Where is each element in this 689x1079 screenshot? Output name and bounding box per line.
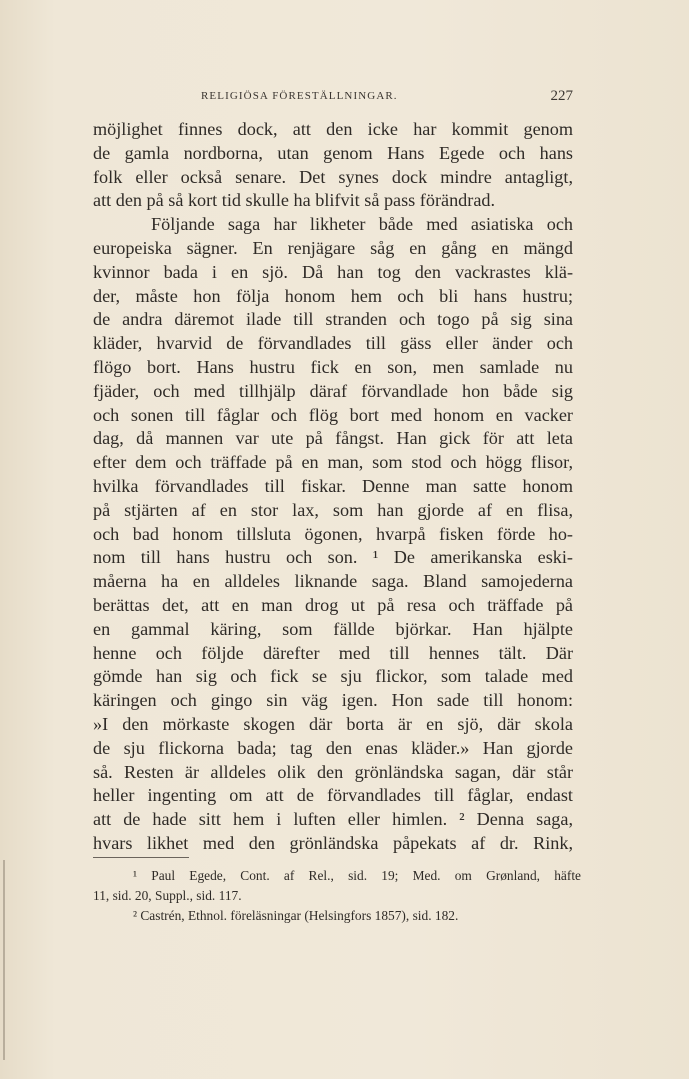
text-line: de gamla nordborna, utan genom Hans Egede och hans [93,142,573,163]
text-line: nom till hans hustru och son. ¹ De amerikanska eski- [93,547,573,568]
text-line: folk eller också senare. Det synes dock mindre antagligt, [93,166,573,187]
text-line: måerna ha en alldeles liknande saga. Bland samojederna [93,571,573,592]
text-line: europeiska sägner. En renjägare såg en gång en mängd [93,237,573,258]
text-line: efter dem och träffade på en man, som stod och högg flisor, [93,452,573,473]
text-line: att den på så kort tid skulle ha blifvit så pass förändrad. [93,190,496,211]
text-line: hvars likhet med den grönländska påpekats af dr. Rink, [93,832,573,853]
footnotes [93,866,581,926]
text-line: de andra däremot ilade till stranden och togo på sig sina [93,309,573,330]
page-number: 227 [550,88,573,104]
text-line: der, måste hon följa honom hem och bli hans hustru; [93,285,573,306]
paragraph-start-line: Följande saga har likheter både med asiatiska och [151,214,573,235]
footnote-1: ¹ Paul Egede, Cont. af Rel., sid. 19; Med. om Grønland, häfte [133,868,581,883]
text-line: en gammal käring, som fällde björkar. Han hjälpte [93,618,573,639]
running-head: RELIGIÖSA FÖRESTÄLLNINGAR. [201,90,398,102]
text-line: kläder, hvarvid de förvandlades till gäss eller änder och [93,333,573,354]
text-line: berättas det, att en man drog ut på resa och träffade på [93,594,573,615]
text-line: heller ingenting om att de förvandlades till fåglar, endast [93,785,573,806]
page-edge-shadow [3,860,5,1060]
text-line: flögo bort. Hans hustru fick en son, men samlade nu [93,356,573,377]
text-line: så. Resten är alldeles olik den grönländska sagan, där står [93,761,573,782]
text-line: fjäder, och med tillhjälp däraf förvandlade hon både sig [93,380,573,401]
footnote-rule [93,857,189,858]
text-line: att de hade sitt hem i luften eller himlen. ² Denna saga, [93,809,573,830]
text-line: på stjärten af en stor lax, som han gjorde af en flisa, [93,499,573,520]
text-line: hvilka förvandlades till fiskar. Denne man satte honom [93,475,573,496]
text-line: kvinnor bada i en sjö. Då han tog den vackrastes klä- [93,261,573,282]
text-line: möjlighet finnes dock, att den icke har kommit genom [93,119,573,139]
text-line: gömde han sig och fick se sju flickor, som talade med [93,666,573,687]
text-line: henne och följde därefter med till hennes tält. Där [93,642,573,663]
text-line: och bad honom tillsluta ögonen, hvarpå fisken förde ho- [93,523,573,544]
text-line: och sonen till fåglar och flög bort med honom en vacker [93,404,573,425]
text-line: »I den mörkaste skogen där borta är en sjö, där skola [93,713,573,734]
text-line: käringen och gingo sin väg igen. Hon sade till honom: [93,690,573,711]
page-header [93,88,573,110]
footnote-2: ² Castrén, Ethnol. föreläsningar (Helsingfors 1857), sid. 182. [133,908,459,923]
text-line: dag, då mannen var ute på fångst. Han gick för att leta [93,428,573,449]
body-text [93,118,573,856]
text-line: de sju flickorna bada; tag den enas kläder.» Han gjorde [93,737,573,758]
footnote-1-continuation: 11, sid. 20, Suppl., sid. 117. [93,888,242,903]
